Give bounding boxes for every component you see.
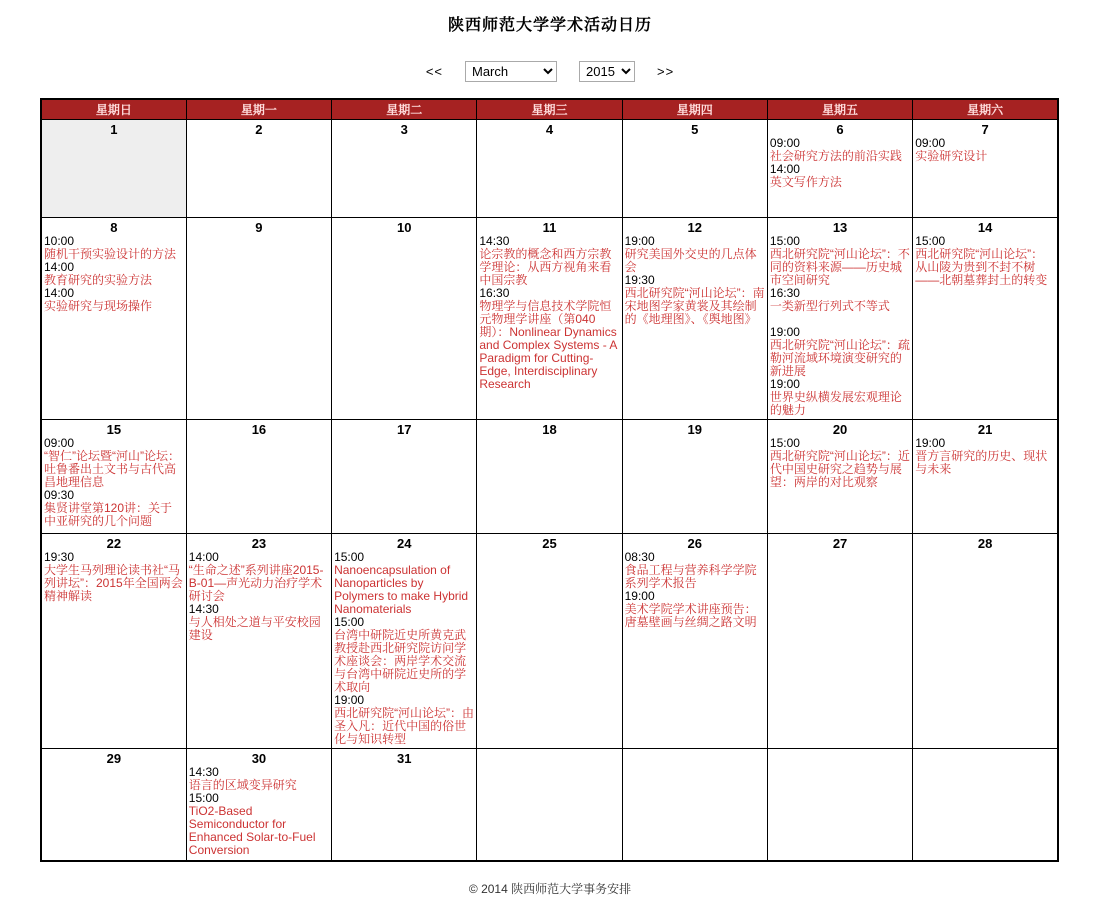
event-link[interactable]: 实验研究与现场操作 [44, 299, 153, 313]
event-link[interactable]: 晋方言研究的历史、现状与未来 [915, 449, 1048, 476]
day-cell-27 [767, 534, 912, 749]
day-number: 7 [981, 122, 989, 137]
day-number: 28 [977, 536, 993, 551]
calendar-navigation [0, 61, 1100, 82]
day-number: 29 [106, 751, 122, 766]
day-cell-31 [332, 749, 477, 861]
day-cell-17 [332, 420, 477, 534]
day-number: 10 [396, 220, 412, 235]
event-time: 19:00 [769, 325, 800, 339]
event-time: 14:00 [44, 260, 75, 274]
day-cell-5 [622, 120, 767, 218]
event-link[interactable]: 大学生马列理论读书社“马列讲坛”：2015年全国两会精神解读 [44, 563, 183, 603]
event-time: 15:00 [334, 550, 365, 564]
event-link[interactable]: 西北研究院“河山论坛”：从山陵为贵到不封不树——北朝墓葬封土的转变 [915, 247, 1048, 287]
event-link[interactable]: 社会研究方法的前沿实践 [769, 149, 902, 163]
day-number: 20 [832, 422, 848, 437]
day-number: 17 [396, 422, 412, 437]
day-cell-2 [186, 120, 331, 218]
day-cell-3 [332, 120, 477, 218]
event-link[interactable]: 西北研究院“河山论坛”：南宋地图学家黄裳及其绘制的《地理图》、《舆地图》 [624, 286, 765, 326]
event-link[interactable]: 教育研究的实验方法 [44, 273, 153, 287]
event-time: 09:00 [915, 136, 946, 150]
event-time: 19:00 [624, 589, 655, 603]
event-link[interactable]: 食品工程与营养科学学院系列学术报告 [624, 563, 757, 590]
event-link[interactable]: “生命之述”系列讲座2015-B-01—声光动力治疗学术研讨会 [188, 563, 324, 603]
event-link[interactable]: 西北研究院“河山论坛”：由圣入凡：近代中国的俗世化与知识转型 [334, 706, 475, 746]
day-number: 16 [251, 422, 267, 437]
day-cell-8 [41, 218, 186, 420]
event-time: 15:00 [769, 436, 800, 450]
day-cell-13 [767, 218, 912, 420]
day-cell-10 [332, 218, 477, 420]
event-link[interactable]: 台湾中研院近史所黄克武教授赴西北研究院访问学术座谈会：两岸学术交流与台湾中研院近史所的学术取向 [334, 628, 467, 694]
event-time: 08:30 [624, 550, 655, 564]
event-time: 16:30 [479, 286, 510, 300]
day-number: 11 [542, 220, 557, 235]
copyright-footer: © 2014 陕西师范大学事务安排 [468, 881, 632, 896]
event-link[interactable]: 西北研究院“河山论坛”：疏勒河流域环境演变研究的新进展 [769, 338, 910, 378]
day-number: 1 [110, 122, 118, 137]
event-time: 14:00 [769, 162, 800, 176]
event-time: 19:30 [624, 273, 655, 287]
day-cell-22 [41, 534, 186, 749]
academic-calendar [40, 98, 1059, 862]
event-time: 09:30 [44, 488, 75, 502]
day-cell-1 [41, 120, 186, 218]
day-number: 23 [251, 536, 267, 551]
event-time: 19:30 [44, 550, 75, 564]
day-cell-30 [186, 749, 331, 861]
year-select[interactable] [579, 61, 635, 82]
event-link[interactable]: 一类新型行列式不等式 [769, 299, 890, 313]
day-number: 22 [106, 536, 122, 551]
event-link[interactable]: TiO2-Based Semiconductor for Enhanced Solar-to-Fuel Conversion [188, 804, 316, 857]
event-link[interactable]: 研究美国外交史的几点体会 [624, 247, 757, 274]
event-time: 16:30 [769, 286, 800, 300]
event-time: 09:00 [44, 436, 75, 450]
day-cell-7 [913, 120, 1058, 218]
weekday-header: 星期二 [332, 99, 477, 120]
day-cell-24 [332, 534, 477, 749]
day-number: 13 [832, 220, 848, 235]
event-time: 09:00 [769, 136, 800, 150]
event-time: 14:30 [188, 765, 219, 779]
event-link[interactable]: 西北研究院“河山论坛”：不同的资料来源——历史城市空间研究 [769, 247, 910, 287]
event-link[interactable]: 世界史纵横发展宏观理论的魅力 [769, 390, 902, 417]
day-number: 3 [400, 122, 408, 137]
day-cell-9 [186, 218, 331, 420]
weekday-header: 星期四 [622, 99, 767, 120]
weekday-header: 星期六 [913, 99, 1058, 120]
day-cell-6 [767, 120, 912, 218]
day-number: 27 [832, 536, 848, 551]
event-time: 14:30 [479, 234, 510, 248]
day-cell-29 [41, 749, 186, 861]
day-number: 31 [396, 751, 412, 766]
event-link[interactable]: Nanoencapsulation of Nanoparticles by Polymers to make Hybrid Nanomaterials [334, 563, 469, 616]
day-cell-4 [477, 120, 622, 218]
calendar-week-row [41, 218, 1058, 420]
day-number: 8 [110, 220, 118, 235]
weekday-header: 星期五 [767, 99, 912, 120]
calendar-week-row [41, 120, 1058, 218]
event-link[interactable]: 实验研究设计 [915, 149, 988, 163]
prev-month-link[interactable]: << [425, 64, 443, 79]
event-link[interactable]: 美术学院学术讲座预告：唐墓壁画与丝绸之路文明 [624, 602, 757, 629]
day-cell-23 [186, 534, 331, 749]
event-time: 15:00 [915, 234, 946, 248]
event-time: 14:00 [188, 550, 219, 564]
day-cell-16 [186, 420, 331, 534]
day-cell-19 [622, 420, 767, 534]
day-cell-14 [913, 218, 1058, 420]
day-number: 2 [255, 122, 263, 137]
event-link[interactable]: 语言的区域变异研究 [188, 778, 297, 792]
event-time: 15:00 [769, 234, 800, 248]
day-cell-empty [913, 749, 1058, 861]
weekday-header: 星期三 [477, 99, 622, 120]
event-link[interactable]: 英文写作方法 [769, 175, 842, 189]
day-cell-26 [622, 534, 767, 749]
event-time: 19:00 [624, 234, 655, 248]
day-number: 14 [977, 220, 993, 235]
day-cell-20 [767, 420, 912, 534]
day-cell-21 [913, 420, 1058, 534]
day-number: 18 [542, 422, 557, 437]
weekday-header: 星期一 [186, 99, 331, 120]
event-link[interactable]: 物理学与信息技术学院恒元物理学讲座（第040期）：Nonlinear Dynamics and Complex Systems - A Paradigm for Cutting-Edge, Interdisciplinary Research [479, 299, 617, 391]
day-number: 25 [542, 536, 557, 551]
event-time: 14:30 [188, 602, 219, 616]
day-number: 6 [836, 122, 844, 137]
day-number: 19 [687, 422, 702, 437]
event-link[interactable]: 论宗教的概念和西方宗教学理论：从西方视角来看中国宗教 [479, 247, 612, 287]
event-time: 10:00 [44, 234, 75, 248]
event-time: 19:00 [769, 377, 800, 391]
day-number: 15 [106, 422, 122, 437]
day-cell-11 [477, 218, 622, 420]
day-cell-28 [913, 534, 1058, 749]
next-month-link[interactable]: >> [657, 64, 675, 79]
event-time: 14:00 [44, 286, 75, 300]
weekday-header: 星期日 [41, 99, 186, 120]
event-link[interactable]: 西北研究院“河山论坛”：近代中国史研究之趋势与展望：两岸的对比观察 [769, 449, 910, 489]
calendar-week-row [41, 749, 1058, 861]
day-cell-empty [477, 749, 622, 861]
day-cell-25 [477, 534, 622, 749]
day-cell-12 [622, 218, 767, 420]
day-number: 12 [687, 220, 702, 235]
day-number: 30 [251, 751, 267, 766]
day-number: 21 [977, 422, 993, 437]
calendar-week-row [41, 534, 1058, 749]
event-link[interactable]: 随机干预实验设计的方法 [44, 247, 177, 261]
day-cell-15 [41, 420, 186, 534]
event-link[interactable]: 集贤讲堂第120讲：关于中亚研究的几个问题 [44, 501, 173, 528]
event-time: 19:00 [334, 693, 365, 707]
page-title: 陕西师范大学学术活动日历 [447, 17, 652, 34]
day-number: 26 [687, 536, 702, 551]
day-number: 9 [255, 220, 263, 235]
event-time: 19:00 [915, 436, 946, 450]
event-time: 15:00 [334, 615, 365, 629]
weekday-header-row [41, 99, 1058, 120]
day-number: 4 [545, 122, 554, 137]
calendar-week-row [41, 420, 1058, 534]
event-link[interactable]: “智仁”论坛暨“河山”论坛：吐鲁番出土文书与古代高昌地理信息 [44, 449, 180, 489]
month-select[interactable] [465, 61, 557, 82]
day-cell-empty [767, 749, 912, 861]
day-number: 24 [396, 536, 412, 551]
event-link[interactable]: 与人相处之道与平安校园建设 [188, 615, 321, 642]
event-time: 15:00 [188, 791, 219, 805]
day-cell-18 [477, 420, 622, 534]
day-cell-empty [622, 749, 767, 861]
day-number: 5 [691, 122, 699, 137]
